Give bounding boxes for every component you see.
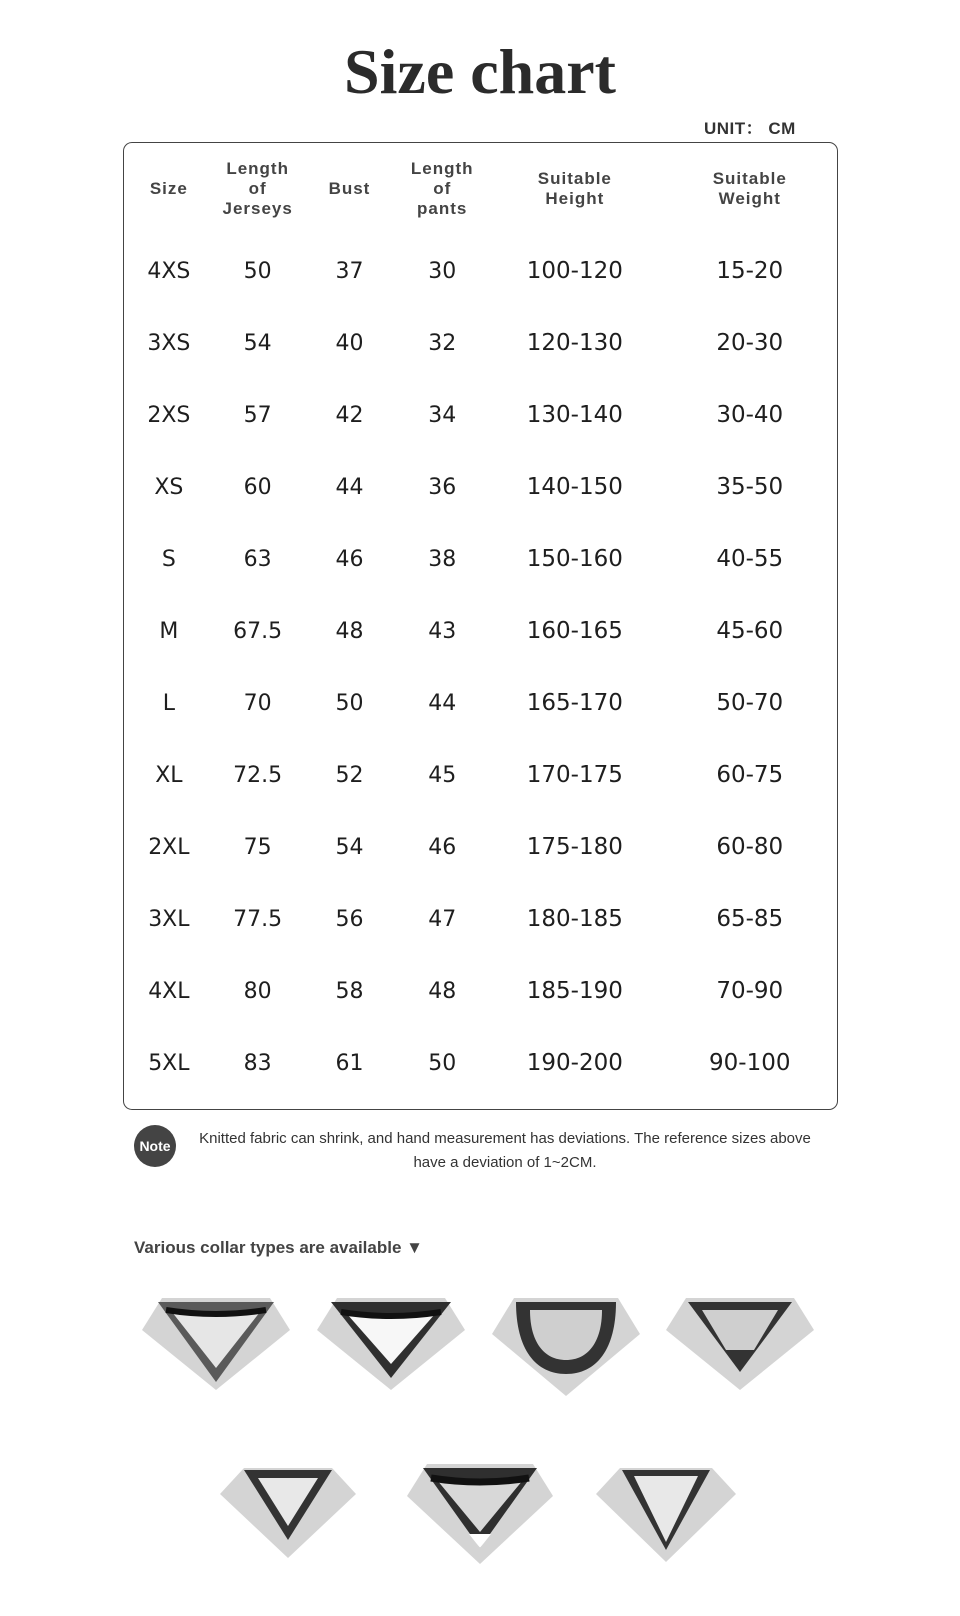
column-header-line: Suitable — [537, 169, 612, 188]
table-cell: 140-150 — [526, 474, 623, 500]
table-row — [124, 307, 837, 379]
table-cell: 40 — [335, 330, 364, 356]
unit-label: UNIT： CM — [704, 119, 796, 138]
table-cell: XL — [155, 762, 183, 788]
note-badge: Note — [134, 1125, 176, 1167]
table-cell: 5XL — [148, 1050, 190, 1076]
note-text: Knitted fabric can shrink, and hand measurement has deviations. The reference sizes above have a deviation of 1~2CM. — [199, 1130, 811, 1171]
column-header-line: Height — [545, 189, 605, 208]
table-cell: 70-90 — [716, 978, 784, 1004]
table-row — [124, 523, 837, 595]
table-cell: 32 — [428, 330, 457, 356]
table-row — [124, 883, 837, 955]
table-cell: 15-20 — [716, 258, 784, 284]
table-cell: 50 — [335, 690, 364, 716]
table-cell: 30 — [428, 258, 457, 284]
collar-round-neck-icon — [490, 1290, 642, 1398]
table-cell: 100-120 — [526, 258, 623, 284]
table-row — [124, 235, 837, 307]
table-cell: 4XL — [148, 978, 190, 1004]
table-cell: 54 — [243, 330, 272, 356]
table-cell: 170-175 — [526, 762, 623, 788]
table-cell: 120-130 — [526, 330, 623, 356]
column-header — [663, 143, 837, 235]
table-cell: 54 — [335, 834, 364, 860]
table-cell: 34 — [428, 402, 457, 428]
table-cell: 60-75 — [716, 762, 784, 788]
table-cell: 52 — [335, 762, 364, 788]
table-cell: 50 — [243, 258, 272, 284]
collar-v-neck-insert-icon — [405, 1456, 555, 1566]
table-cell: 3XL — [148, 906, 190, 932]
table-cell: 50-70 — [716, 690, 784, 716]
table-cell: 80 — [243, 978, 272, 1004]
table-cell: 35-50 — [716, 474, 784, 500]
table-cell: 70 — [243, 690, 272, 716]
table-cell: 77.5 — [233, 906, 283, 932]
table-cell: S — [161, 546, 176, 572]
table-cell: 72.5 — [233, 762, 283, 788]
column-header-line: Bust — [328, 179, 371, 198]
table-cell: 67.5 — [233, 618, 283, 644]
page-title: Size chart — [344, 36, 616, 107]
table-cell: 150-160 — [526, 546, 623, 572]
table-row — [124, 667, 837, 739]
table-cell: 44 — [428, 690, 457, 716]
table-cell: 30-40 — [716, 402, 784, 428]
table-row — [124, 595, 837, 667]
collar-v-neck-grey-trim-icon — [140, 1290, 292, 1392]
table-row — [124, 739, 837, 811]
collar-narrow-v-neck-icon — [218, 1460, 358, 1560]
table-cell: 37 — [335, 258, 364, 284]
table-cell: 65-85 — [716, 906, 784, 932]
table-cell: 160-165 — [526, 618, 623, 644]
table-row — [124, 1027, 837, 1099]
column-header-line: Size — [149, 179, 188, 198]
table-cell: 190-200 — [526, 1050, 623, 1076]
collar-types-caption: Various collar types are available ▼ — [134, 1238, 423, 1257]
collar-v-neck-black-trim-icon — [315, 1290, 467, 1392]
table-cell: 45 — [428, 762, 457, 788]
table-cell: 45-60 — [716, 618, 784, 644]
table-cell: 47 — [428, 906, 457, 932]
table-cell: 130-140 — [526, 402, 623, 428]
table-cell: 90-100 — [709, 1050, 791, 1076]
column-header — [397, 143, 487, 235]
table-cell: 165-170 — [526, 690, 623, 716]
column-header-line: Jerseys — [222, 199, 293, 218]
table-row — [124, 451, 837, 523]
table-cell: 180-185 — [526, 906, 623, 932]
table-cell: 4XS — [147, 258, 191, 284]
table-cell: L — [162, 690, 175, 716]
table-cell: 56 — [335, 906, 364, 932]
column-header — [487, 143, 662, 235]
table-cell: 42 — [335, 402, 364, 428]
column-header-line: Length — [226, 159, 289, 178]
table-cell: 83 — [243, 1050, 272, 1076]
collar-deep-v-neck-icon — [664, 1290, 816, 1392]
table-cell: XS — [154, 474, 184, 500]
table-cell: 43 — [428, 618, 457, 644]
table-cell: 48 — [428, 978, 457, 1004]
column-header-line: Length — [410, 159, 474, 178]
table-cell: 60 — [243, 474, 272, 500]
table-cell: 3XS — [147, 330, 191, 356]
column-header-line: pants — [417, 199, 468, 218]
table-cell: 61 — [335, 1050, 364, 1076]
table-cell: 48 — [335, 618, 364, 644]
table-cell: 44 — [335, 474, 364, 500]
column-header — [214, 143, 302, 235]
table-cell: 175-180 — [526, 834, 623, 860]
table-cell: 46 — [428, 834, 457, 860]
column-header — [124, 143, 214, 235]
table-cell: 2XL — [148, 834, 190, 860]
column-header-line: Weight — [718, 189, 781, 208]
table-cell: 63 — [243, 546, 272, 572]
table-cell: 75 — [243, 834, 272, 860]
table-cell: 58 — [335, 978, 364, 1004]
table-cell: 57 — [243, 402, 272, 428]
column-header-line: of — [248, 179, 267, 198]
column-header-line: of — [433, 179, 452, 198]
table-cell: 50 — [428, 1050, 457, 1076]
table-row — [124, 811, 837, 883]
table-cell: 185-190 — [526, 978, 623, 1004]
collar-slim-v-neck-icon — [594, 1460, 738, 1564]
column-header-line: Suitable — [712, 169, 787, 188]
table-cell: 2XS — [147, 402, 191, 428]
size-chart-table — [123, 142, 838, 1110]
table-row — [124, 955, 837, 1027]
column-header — [302, 143, 398, 235]
table-cell: 20-30 — [716, 330, 784, 356]
table-row — [124, 379, 837, 451]
table-cell: M — [159, 618, 179, 644]
table-cell: 46 — [335, 546, 364, 572]
table-cell: 60-80 — [716, 834, 784, 860]
table-header-row — [124, 143, 837, 235]
table-cell: 40-55 — [716, 546, 784, 572]
table-cell: 36 — [428, 474, 457, 500]
table-cell: 38 — [428, 546, 457, 572]
